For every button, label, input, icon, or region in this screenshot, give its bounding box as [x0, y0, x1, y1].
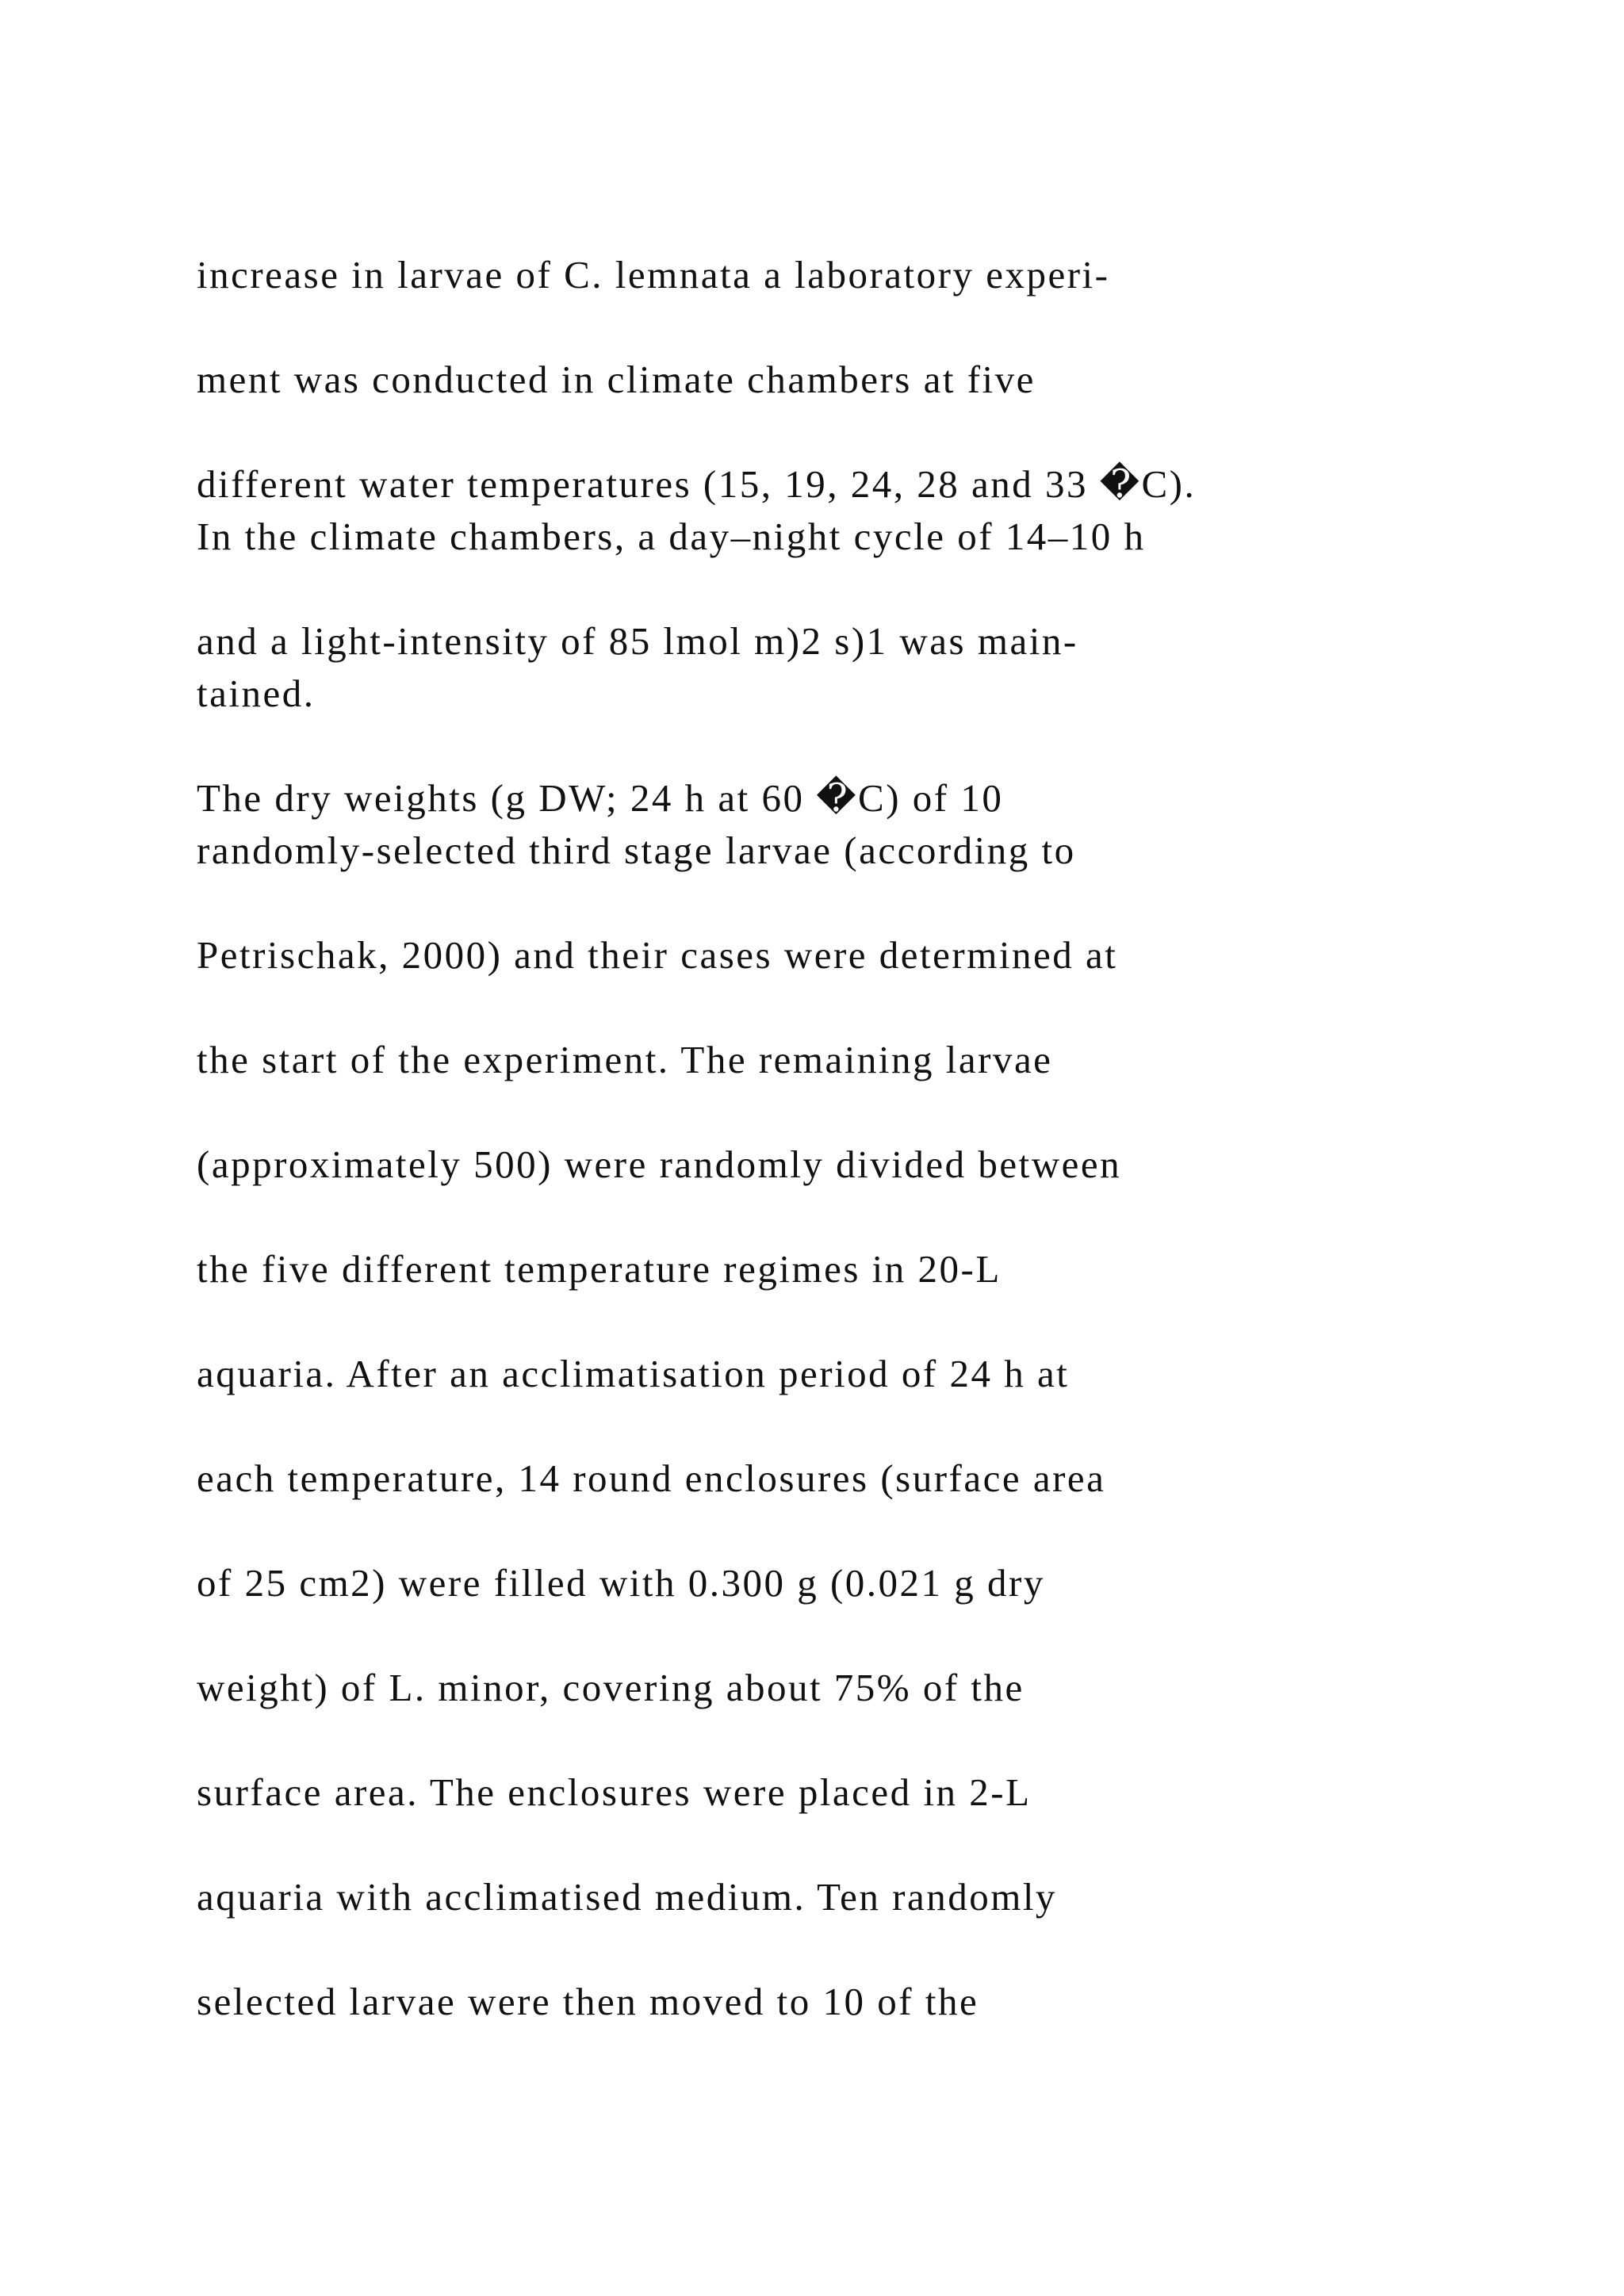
text-line: aquaria with acclimatised medium. Ten randomly	[197, 1875, 1057, 1919]
text-line: weight) of L. minor, covering about 75% of the	[197, 1666, 1025, 1709]
text-line: each temperature, 14 round enclosures (surface area	[197, 1456, 1106, 1500]
text-line: (approximately 500) were randomly divided between	[197, 1142, 1122, 1186]
text-line: randomly-selected third stage larvae (according to	[197, 828, 1076, 872]
text-line: aquaria. After an acclimatisation period of 24 h at	[197, 1352, 1070, 1395]
text-line: increase in larvae of C. lemnata a laboratory experi-	[197, 253, 1110, 297]
text-line: different water temperatures (15, 19, 24, 28 and 33 �C).	[197, 462, 1197, 506]
text-line: and a light-intensity of 85 lmol m)2 s)1 was main-	[197, 619, 1078, 663]
text-line: of 25 cm2) were filled with 0.300 g (0.021 g dry	[197, 1561, 1045, 1605]
text-line: The dry weights (g DW; 24 h at 60 �C) of 10	[197, 776, 1004, 820]
text-line: the start of the experiment. The remaining larvae	[197, 1038, 1053, 1081]
text-line: ment was conducted in climate chambers at five	[197, 358, 1036, 401]
text-line: selected larvae were then moved to 10 of the	[197, 1980, 979, 2023]
text-line: the five different temperature regimes in 20-L	[197, 1247, 1002, 1291]
text-line: Petrischak, 2000) and their cases were determined at	[197, 933, 1118, 977]
text-line: In the climate chambers, a day–night cycle of 14–10 h	[197, 515, 1146, 558]
text-line: tained.	[197, 672, 316, 715]
text-line: surface area. The enclosures were placed in 2-L	[197, 1770, 1032, 1814]
